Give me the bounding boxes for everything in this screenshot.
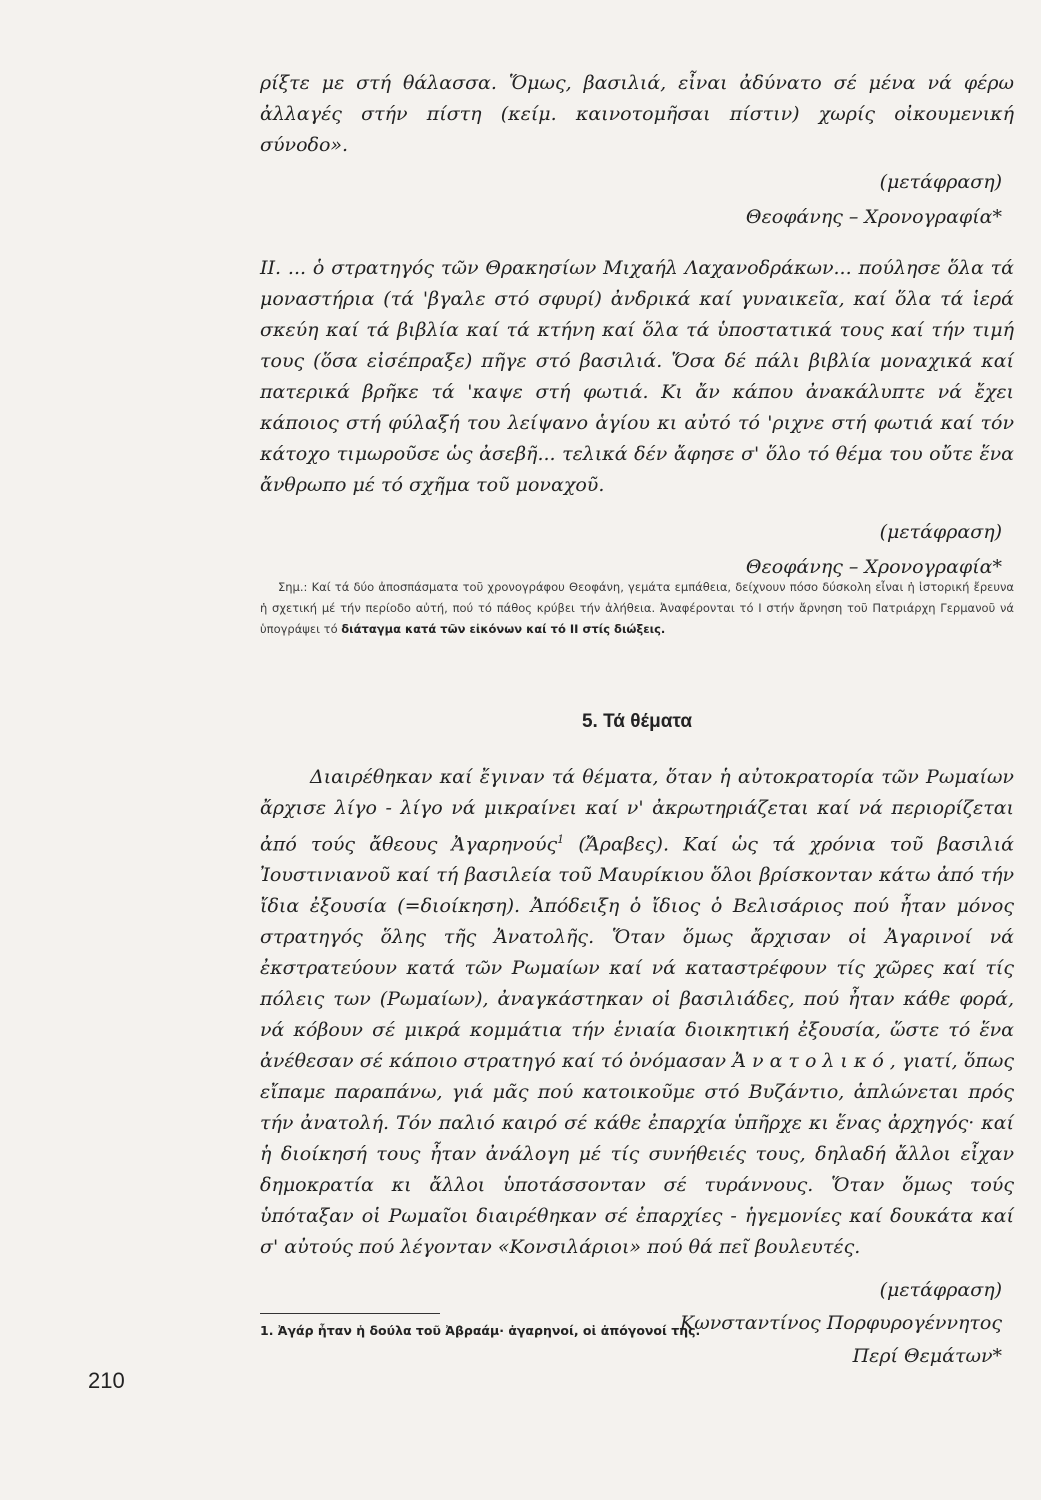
footnote: 1. Ἀγάρ ἦταν ἡ δούλα τοῦ Ἀβραάμ· ἀγαρηνοί, οἱ ἀπόγονοί της. <box>260 1323 701 1338</box>
excerpt-1-text: ρίξτε με στή θάλασσα. Ὅμως, βασιλιά, εἶναι ἀδύνατο σέ μένα νά φέρω ἀλλαγές στήν πίστη (κείμ. καινοτομῆσαι πίστιν) χωρίς οἰκουμενική σύνοδο». <box>260 72 1014 156</box>
excerpt-1 <box>260 68 1014 233</box>
editor-note-bold: διάταγμα κατά τῶν εἰκόνων καί τό II στίς διώξεις. <box>341 622 666 636</box>
excerpt-3-part-3: , γιατί, ὅπως εἴπαμε παραπάνω, γιά μᾶς πού κατοικοῦμε στό Βυζάντιο, ἁπλώνεται πρός τήν ἀνατολή. Τόν παλιό καιρό σέ κάθε ἐπαρχία ὑπῆρχε κι ἕνας ἀρχηγός· καί ἡ διοίκησή τους ἦταν ἀνάλογη μέ τίς συνήθειές τους, δηλαδή ἄλλοι εἶχαν δημοκρατία κι ἄλλοι ὑποτάσσονταν σέ τυράννους. Ὅταν ὅμως τούς ὑπόταξαν οἱ Ρωμαῖοι διαιρέθηκαν σέ ἐπαρχίες - ἡγεμονίες καί δουκάτα καί σ' αὐτούς πού λέγονταν «Κονσιλάριοι» πού θά πεῖ βουλευτές. <box>260 1050 1014 1259</box>
excerpt-3 <box>260 762 1014 1372</box>
excerpt-3-part-1: Διαιρέθηκαν καί ἔγιναν τά θέματα, ὅταν ἡ αὐτοκρατορία τῶν Ρωμαίων ἄρχισε λίγο - λίγο νά μικραίνει καί ν' ἀκρωτηριάζεται καί νά περιορίζεται ἀπό τούς ἄθεους Ἀγαρηνούς <box>260 766 1014 856</box>
section-title: 5. Τά θέματα <box>581 711 693 732</box>
excerpt-1-attribution-source: Θεοφάνης – Χρονογραφία* <box>745 206 1002 228</box>
editor-note <box>260 577 1014 640</box>
page-number: 210 <box>88 1368 125 1393</box>
excerpt-2-text: II. ... ὁ στρατηγός τῶν Θρακησίων Μιχαήλ Λαχανοδράκων... πούλησε ὅλα τά μοναστήρια (τά 'βγαλε στό σφυρί) ἀνδρικά καί γυναικεῖα, καί ὅλα τά ἱερά σκεύη καί τά βιβλία καί τά κτήνη καί ὅλα τά ὑποστατικά τους καί τήν τιμή τους (ὅσα εἰσέπραξε) πῆγε στό βασιλιά. Ὅσα δέ πάλι βιβλία μοναχικά καί πατερικά βρῆκε τά 'καψε στή φωτιά. Κι ἄν κάπου ἀνακάλυπτε νά ἔχει κάποιος στή φύλαξή του λείψανο ἁγίου κι αὐτό τό 'ριχνε στή φωτιά καί τόν κάτοχο τιμωροῦσε ὡς ἀσεβῆ... τελικά δέν ἄφησε σ' ὅλο τό θέμα του οὔτε ἕνα ἄνθρωπο μέ τό σχῆμα τοῦ μοναχοῦ. <box>260 257 1014 496</box>
footnote-marker: 1 <box>557 833 565 846</box>
excerpt-1-attribution-type: (μετάφραση) <box>879 171 1002 193</box>
excerpt-3-spaced-word: Ἀνατολικό <box>732 1050 890 1073</box>
footnote-divider <box>260 1313 440 1314</box>
editor-note-body: Σημ.: Καί τά δύο ἀποσπάσματα τοῦ χρονογράφου Θεοφάνη, γεμάτα εμπάθεια, δείχνουν πόσο δύσκολη εἶναι ἡ ἱστορική ἔρευνα ἡ σχετική μέ τήν περίοδο αὐτή, πού τό πάθος κρύβει τήν ἀλήθεια. Ἀναφέρονται τό I στήν ἄρνηση τοῦ Πατριάρχη Γερμανοῦ νά ὑπογράψει τό <box>260 580 1014 636</box>
excerpt-3-attribution-type: (μετάφραση) <box>879 1279 1002 1302</box>
editor-note-text <box>260 577 1014 640</box>
excerpt-3-part-2: (Ἄραβες). Καί ὡς τά χρόνια τοῦ βασιλιά Ἰουστινιανοῦ καί τή βασιλεία τοῦ Μαυρίκιου ὅλοι βρίσκονταν κάτω ἀπό τήν ἴδια ἐξουσία (=διοίκηση). Ἀπόδειξη ὁ ἴδιος ὁ Βελισάριος πού ἦταν μόνος στρατηγός ὅλης τῆς Ἀνατολῆς. Ὅταν ὅμως ἄρχισαν οἱ Ἀγαρινοί νά ἐκστρατεύουν κατά τῶν Ρωμαίων καί νά καταστρέφουν τίς χῶρες καί τίς πόλεις των (Ρωμαίων), ἀναγκάστηκαν οἱ βασιλιάδες, πού ἦταν κάθε φορά, νά κόβουν σέ μικρά κομμάτια τήν ἑνιαία διοικητική ἐξουσία, ὥστε τό ἕνα ἀνέθεσαν σέ κάποιο στρατηγό καί τό ὀνόμασαν <box>260 833 1014 1073</box>
excerpt-2-attribution-type: (μετάφραση) <box>879 521 1002 543</box>
excerpt-3-attribution-author: Κωνσταντίνος Πορφυρογέννητος <box>680 1312 1002 1335</box>
excerpt-3-text <box>260 762 1014 1263</box>
excerpt-3-attribution-work: Περί Θεμάτων* <box>852 1345 1002 1368</box>
excerpt-2 <box>260 253 1014 583</box>
excerpt-2-attribution-source: Θεοφάνης – Χρονογραφία* <box>745 556 1002 578</box>
